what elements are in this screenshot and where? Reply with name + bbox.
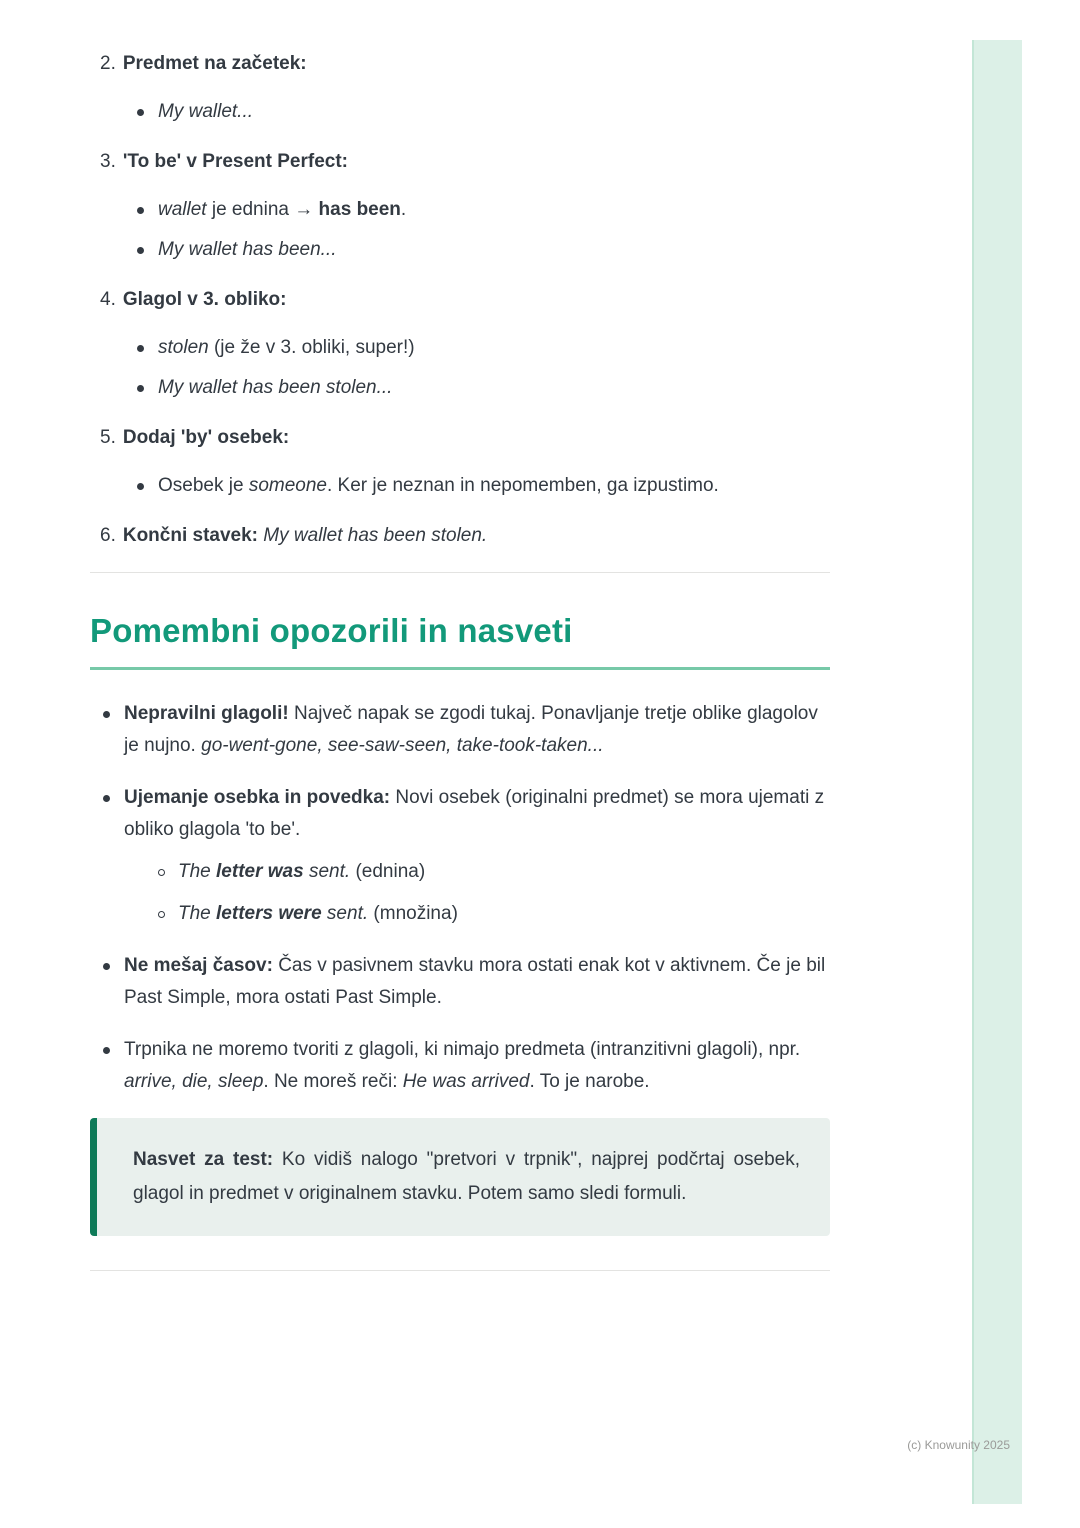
section-heading: Pomembni opozorili in nasveti: [90, 612, 573, 649]
step-head: [90, 148, 830, 176]
warning-item: [90, 782, 830, 930]
bullet-circle-icon: [158, 911, 165, 918]
page-edge-decoration: [972, 40, 1022, 1504]
warning-body: [124, 782, 830, 930]
bullet-dot-icon: [137, 109, 144, 116]
bullet-item: [90, 196, 830, 224]
bullet-text: Osebek je someone. Ker je neznan in nepomemben, ga izpustimo.: [158, 475, 719, 496]
bullet-dot-icon: [137, 345, 144, 352]
bullet-dot-icon: [103, 1047, 110, 1054]
step-head: [90, 286, 830, 314]
warning-item: [90, 1034, 830, 1098]
bullet-dot-icon: [137, 483, 144, 490]
bullet-dot-icon: [103, 711, 110, 718]
bullet-dot-icon: [103, 963, 110, 970]
bullet-circle-icon: [158, 869, 165, 876]
callout-text: Nasvet za test: Ko vidiš nalogo "pretvori v trpnik", najprej podčrtaj osebek, glagol in predmet v originalnem stavku. Potem samo sledi formuli.: [133, 1149, 800, 1204]
document-content: [90, 0, 830, 1271]
warning-text: Ne mešaj časov: Čas v pasivnem stavku mora ostati enak kot v aktivnem. Če je bil Past Simple, mora ostati Past Simple.: [124, 955, 826, 1008]
warning-text: Nepravilni glagoli! Največ napak se zgodi tukaj. Ponavljanje tretje oblike glagolov je nujno. go-went-gone, see-saw-seen, take-took-taken...: [124, 703, 818, 756]
warning-text: Ujemanje osebka in povedka: Novi osebek (originalni predmet) se mora ujemati z obliko glagola 'to be'.: [124, 787, 825, 840]
step-number: 2.: [100, 53, 116, 74]
warning-item: [90, 698, 830, 762]
bullet-dot-icon: [137, 207, 144, 214]
bullet-item: [90, 374, 830, 402]
step-number: 6.: [100, 525, 116, 546]
step-title: Glagol v 3. obliko:: [122, 289, 287, 310]
bullet-text: My wallet...: [158, 101, 254, 122]
bullet-item: [90, 472, 830, 500]
step-title: 'To be' v Present Perfect:: [122, 151, 349, 172]
bullet-dot-icon: [137, 385, 144, 392]
step-title: Dodaj 'by' osebek:: [122, 427, 290, 448]
warning-item: [90, 950, 830, 1014]
section-divider: [90, 1270, 830, 1271]
bullet-text: My wallet has been...: [158, 239, 337, 260]
section-divider: [90, 572, 830, 573]
bullet-dot-icon: [103, 795, 110, 802]
list-item-step-6: [90, 522, 830, 550]
step-number: 3.: [100, 151, 116, 172]
bullet-item: [90, 334, 830, 362]
copyright-text: (c) Knowunity 2025: [907, 1438, 1010, 1452]
sub-bullet-text: The letter was sent. (ednina): [178, 861, 426, 882]
bullet-dot-icon: [137, 247, 144, 254]
list-item-step-2: [90, 50, 830, 126]
bullet-text: My wallet has been stolen...: [158, 377, 393, 398]
step-head: [90, 522, 830, 550]
list-item-step-4: [90, 286, 830, 402]
warnings-list: [90, 698, 830, 1098]
sub-bullet-text: The letters were sent. (množina): [178, 903, 458, 924]
tip-callout: [90, 1118, 830, 1236]
warning-text: Trpnika ne moremo tvoriti z glagoli, ki nimajo predmeta (intranzitivni glagoli), npr. arrive, die, sleep. Ne moreš reči: He was arrived. To je narobe.: [124, 1039, 801, 1092]
heading-underline: [90, 667, 830, 670]
sub-bullet-item: [124, 856, 830, 888]
step-title: Predmet na začetek:: [122, 53, 307, 74]
step-title: Končni stavek: My wallet has been stolen.: [122, 525, 488, 546]
list-item-step-5: [90, 424, 830, 500]
bullet-text: stolen (je že v 3. obliki, super!): [158, 337, 415, 358]
step-head: [90, 424, 830, 452]
step-number: 5.: [100, 427, 116, 448]
steps-list: [90, 50, 830, 550]
bullet-item: [90, 98, 830, 126]
step-number: 4.: [100, 289, 116, 310]
bullet-text: wallet je ednina → has been.: [158, 199, 407, 220]
sub-bullet-item: [124, 898, 830, 930]
step-head: [90, 50, 830, 78]
list-item-step-3: [90, 148, 830, 264]
bullet-item: [90, 236, 830, 264]
